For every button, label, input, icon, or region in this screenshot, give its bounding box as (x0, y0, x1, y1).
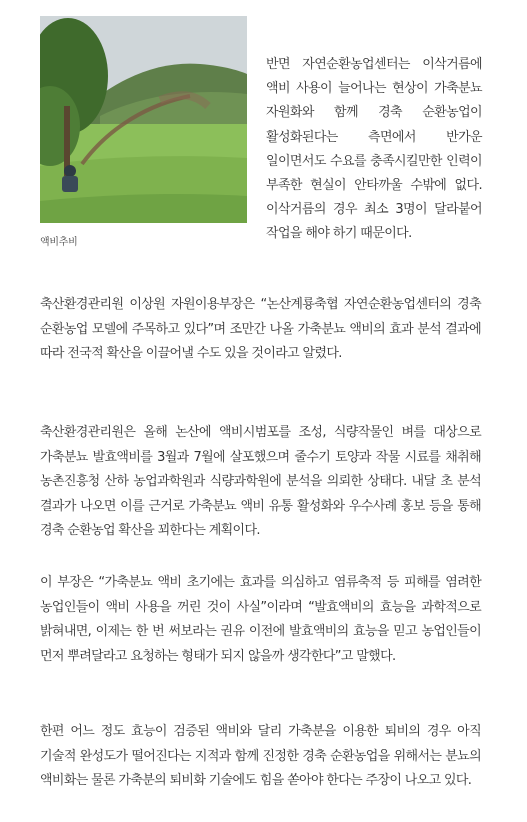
photo-caption: 액비추비 (40, 237, 78, 248)
article-paragraph: 축산환경관리원 이상원 자원이용부장은 “논산계룡축협 자연순환농업센터의 경축 순환농업 모델에 주목하고 있다”며 조만간 나올 가축분뇨 액비의 효과 분석 결과에 따라 전국적 확산을 이끌어낼 수도 있을 것이라고 알렸다. (40, 297, 481, 362)
field-spraying-illustration (40, 16, 247, 223)
side-paragraph: 반면 자연순환농업센터는 이삭거름에 액비 사용이 늘어나는 현상이 가축분뇨 자원화와 함께 경축 순환농업이 활성화된다는 측면에서 반가운 일이면서도 수요를 충족시킬만한 인력이 부족한 현실이 안타까울 수밖에 없다. 이삭거름의 경우 최소 3명이 달라붙어 작업을 해야 하기 때문이다. (266, 57, 482, 242)
article-photo (40, 16, 247, 223)
article-paragraph: 이 부장은 “가축분뇨 액비 초기에는 효과를 의심하고 염류축적 등 피해를 염려한 농업인들이 액비 사용을 꺼린 것이 사실”이라며 “발효액비의 효능을 과학적으로 밝혀내면, 이제는 한 번 써보라는 권유 이전에 발효액비의 효능을 믿고 농업인들이 먼저 뿌려달라고 요청하는 형태가 되지 않을까 생각한다”고 말했다. (40, 575, 481, 664)
article-paragraph: 축산환경관리원은 올해 논산에 액비시범포를 조성, 식량작물인 벼를 대상으로 가축분뇨 발효액비를 3월과 7월에 살포했으며 줄수기 토양과 작물 시료를 채취해 농촌진흥청 산하 농업과학원과 식량과학원에 분석을 의뢰한 상태다. 내달 초 분석 결과가 나오면 이를 근거로 가축분뇨 액비 유통 활성화와 우수사례 홍보 등을 통해 경축 순환농업 확산을 꾀한다는 계획이다. (40, 425, 481, 539)
article-paragraph: 한편 어느 정도 효능이 검증된 액비와 달리 가축분을 이용한 퇴비의 경우 아직 기술적 완성도가 떨어진다는 지적과 함께 진정한 경축 순환농업을 위해서는 분뇨의 액비화는 물론 가축분의 퇴비화 기술에도 힘을 쏟아야 한다는 주장이 나오고 있다. (40, 724, 481, 789)
